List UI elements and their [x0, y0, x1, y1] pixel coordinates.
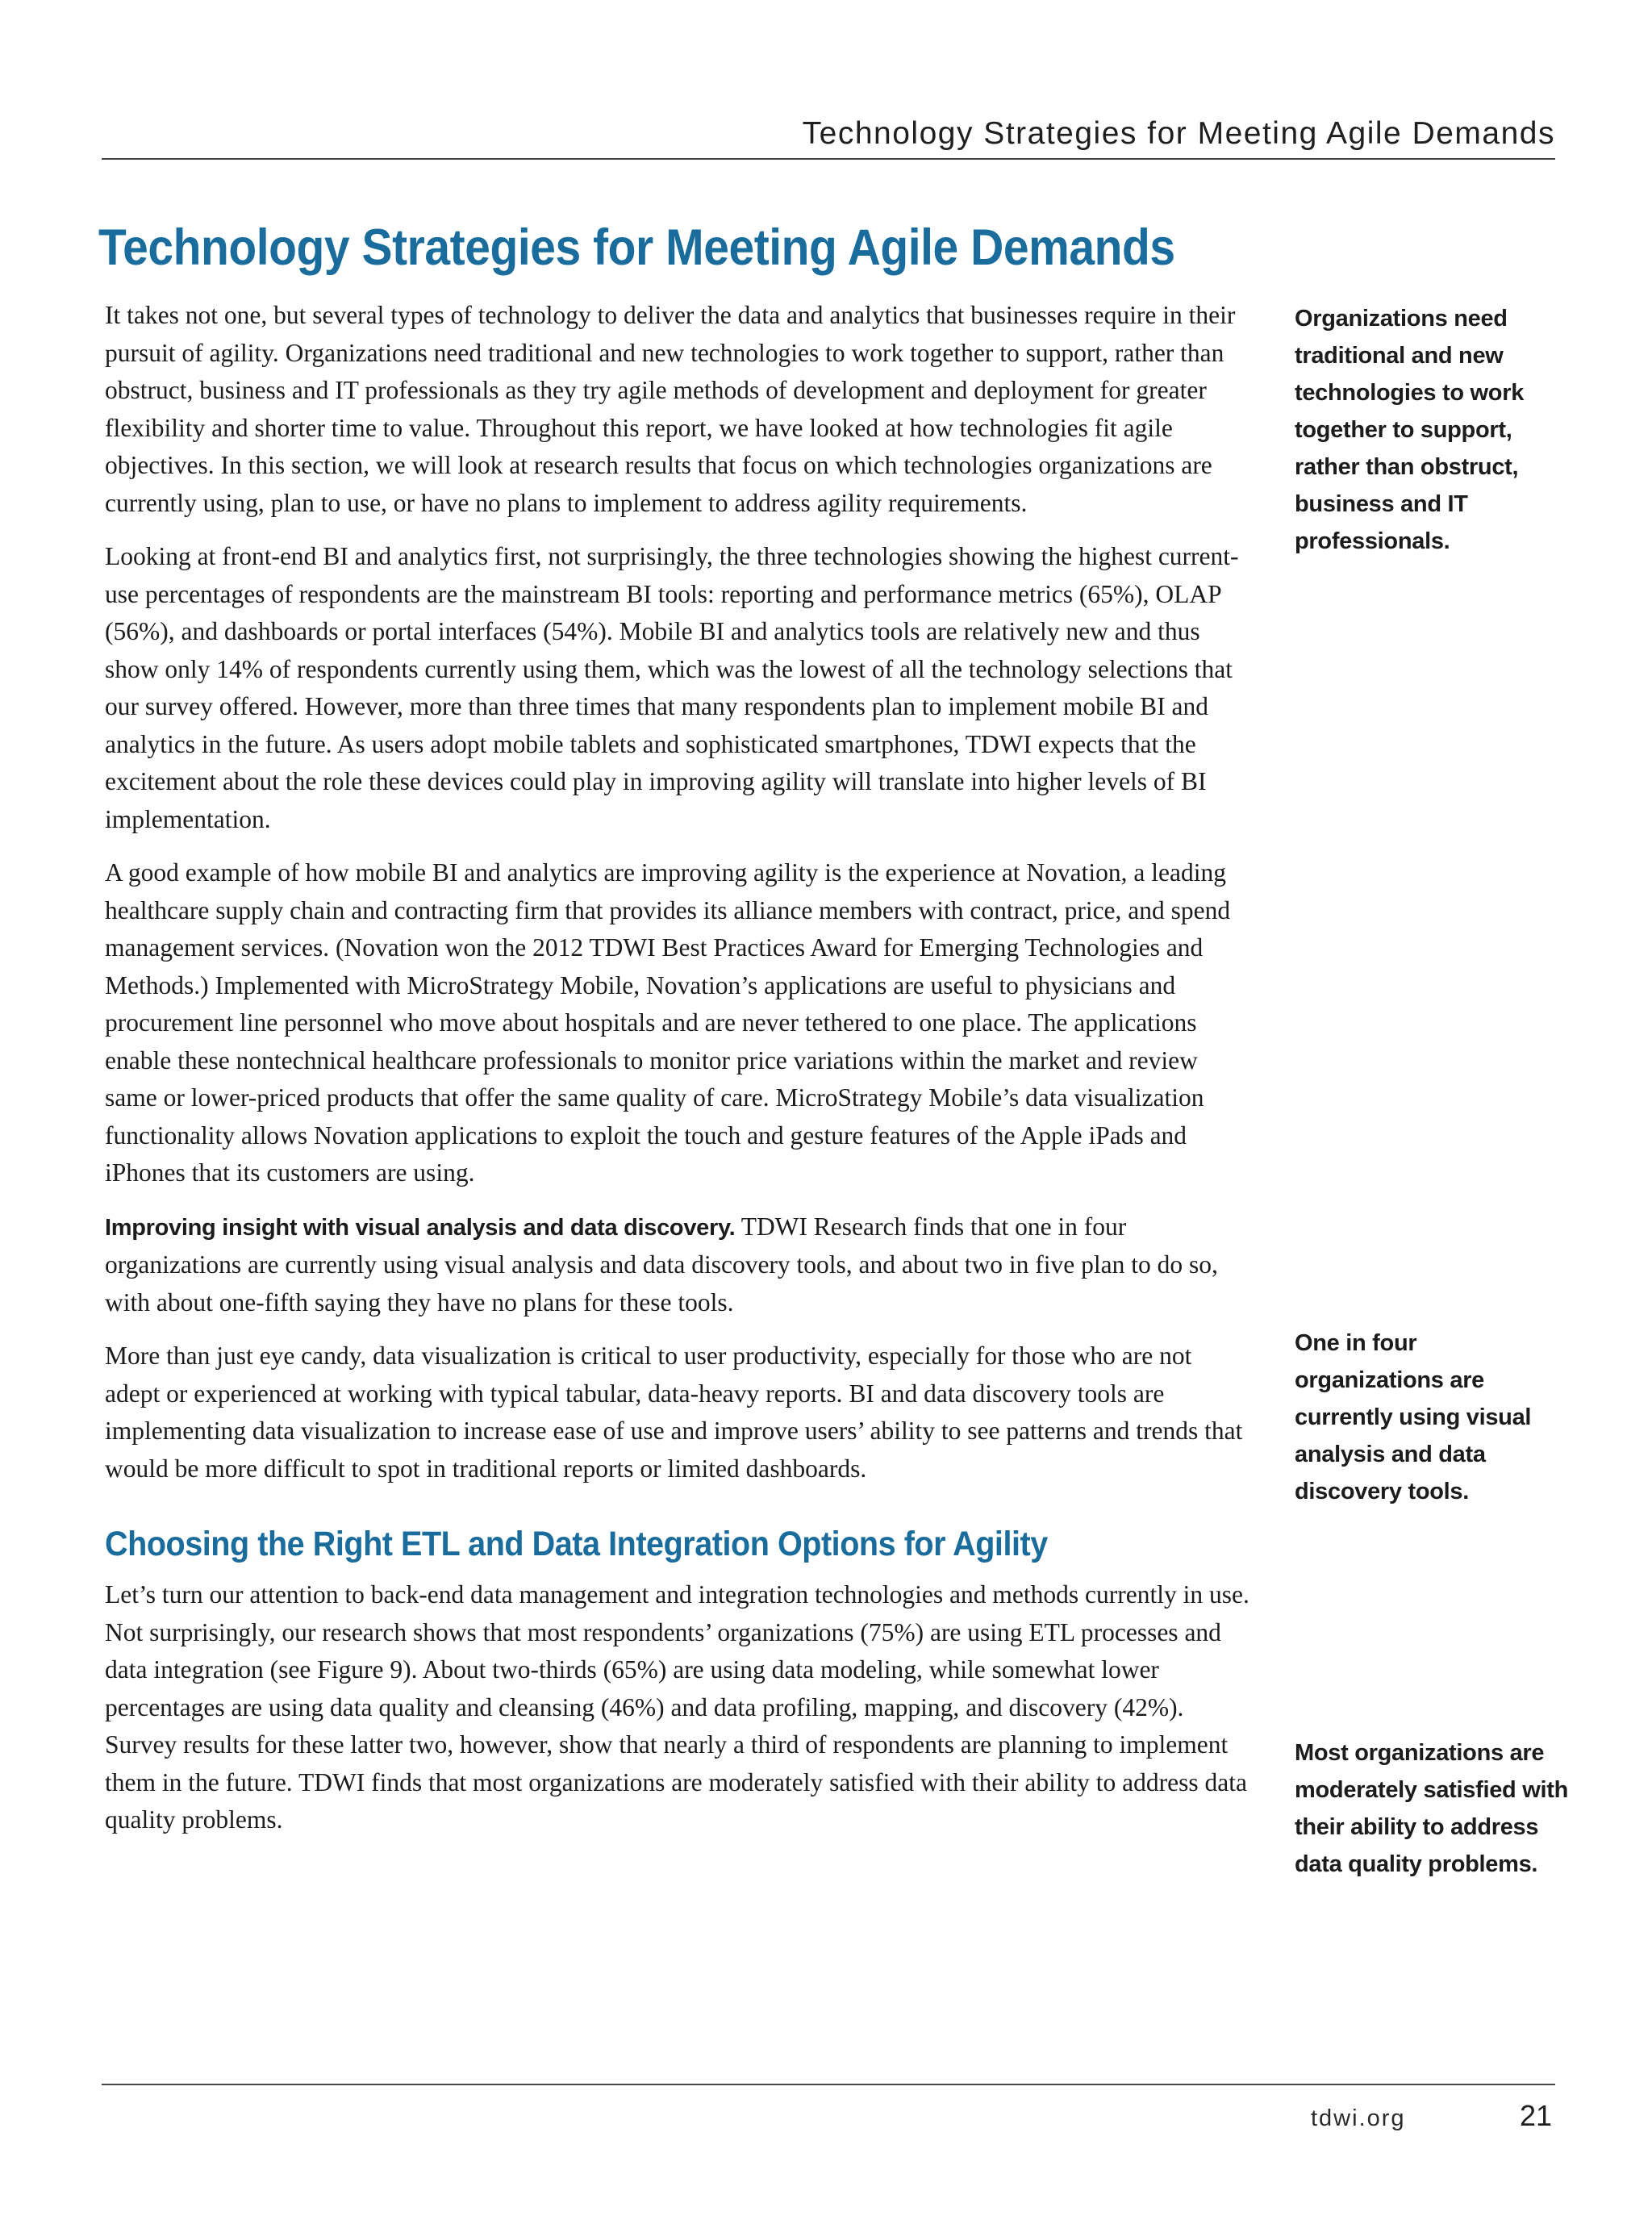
paragraph-front-end-bi: Looking at front-end BI and analytics first, not surprisingly, the three technologies showing the highest current-use percentages of respondents are the mainstream BI tools: reporting and performance metrics (65%), OLAP (56%), and dashboards or portal interfaces (54%). Mobile BI and analytics tools are relatively new and thus show only 14% of respondents currently using them, which was the lowest of all the technology selections that our survey offered. However, more than three times that many respondents plan to implement mobile BI and analytics in the future. As users adopt mobile tablets and sophisticated smartphones, TDWI expects that the excitement about the role these devices could play in improving agility will translate into higher levels of BI implementation. — [105, 542, 1239, 833]
footer-url: tdwi.org — [1311, 2105, 1406, 2131]
sidebar-callout-organizations: Organizations need traditional and new technologies to work together to support, rather than obstruct, business and IT professionals. — [1295, 306, 1525, 554]
run-in-heading: Improving insight with visual analysis and data discovery. — [105, 1214, 736, 1241]
running-header — [102, 108, 1555, 160]
paragraph-visual-analysis — [105, 1208, 1250, 1322]
section-heading-etl: Choosing the Right ETL and Data Integration Options for Agility — [105, 1525, 1048, 1563]
paragraph-etl: Let’s turn our attention to back-end data management and integration technologies and methods currently in use. Not surprisingly, our research shows that most respondents’ organizations (75%) are using ETL processes and data integration (see Figure 9). About two-thirds (65%) are using data modeling, while somewhat lower percentages are using data quality and cleansing (46%) and data profiling, mapping, and discovery (42%). Survey results for these latter two, however, show that nearly a third of respondents are planning to implement them in the future. TDWI finds that most organizations are moderately satisfied with their ability to address data quality problems. — [105, 1580, 1249, 1834]
paragraph-visual-analysis-text: TDWI Research finds that one in four organizations are currently using visual analysis and data discovery tools, and about two in five plan to do so, with about one-fifth saying they have no plans for these tools. — [105, 1212, 1218, 1317]
sidebar-callout-data-quality: Most organizations are moderately satisfied with their ability to address data quality problems. — [1295, 1740, 1568, 1877]
paragraph-intro: It takes not one, but several types of technology to deliver the data and analytics that businesses require in their pursuit of agility. Organizations need traditional and new technologies to work together to support, rather than obstruct, business and IT professionals as they try agile methods of development and deployment for greater flexibility and shorter time to value. Throughout this report, we have looked at how technologies fit agile objectives. In this section, we will look at research results that focus on which technologies organizations are currently using, plan to use, or have no plans to implement to address agility requirements. — [105, 301, 1236, 517]
page-title: Technology Strategies for Meeting Agile Demands — [98, 219, 1175, 276]
page-number: 21 — [1519, 2099, 1552, 2132]
paragraph-novation-example: A good example of how mobile BI and analytics are improving agility is the experience at Novation, a leading healthcare supply chain and contracting firm that provides its alliance members with contract, price, and spend management services. (Novation won the 2012 TDWI Best Practices Award for Emerging Technologies and Methods.) Implemented with MicroStrategy Mobile, Novation’s applications are useful to physicians and procurement line personnel who move about hospitals and are never tethered to one place. The applications enable these nontechnical healthcare professionals to monitor price variations within the market and review same or lower-priced products that offer the same quality of care. MicroStrategy Mobile’s data visualization functionality allows Novation applications to exploit the touch and gesture features of the Apple iPads and iPhones that its customers are using. — [105, 858, 1231, 1187]
sidebar-callout-visual-analysis: One in four organizations are currently using visual analysis and data discovery tools. — [1295, 1330, 1532, 1504]
footer-divider — [102, 2084, 1555, 2085]
main-body — [105, 297, 1250, 1855]
running-header-title: Technology Strategies for Meeting Agile Demands — [802, 116, 1555, 151]
paragraph-data-visualization: More than just eye candy, data visualization is critical to user productivity, especially for those who are not adept or experienced at working with typical tabular, data-heavy reports. BI and data discovery tools are implementing data visualization to increase ease of use and improve users’ ability to see patterns and trends that would be more difficult to spot in traditional reports or limited dashboards. — [105, 1342, 1243, 1483]
